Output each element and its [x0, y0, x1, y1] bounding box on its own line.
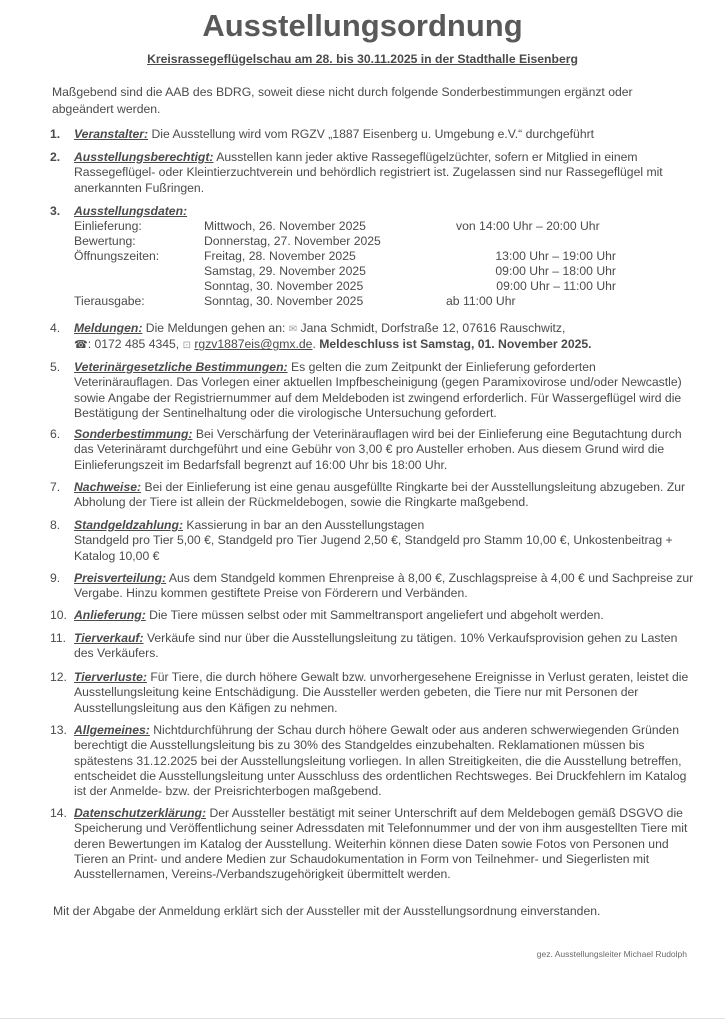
item-text: Der Aussteller bestätigt mit seiner Unterschrift auf dem Meldebogen gemäß DSGVO die Speicherung und Veröffentlichung seiner Adressdaten mit Telefonnummer und der von ihm ausgestellten Tiere mit deren Bewertungen im Katalog der Ausstellung. Weiterhin können diese Daten sowie Fotos von Personen und Tieren an Print- und andere Medien zur Schaudokumentation in Form von Teilnehmer- und Siegerlisten mit Ausstellernamen, Vereins-/Verbandszugehörigkeit übermittelt werden.: [74, 806, 688, 882]
rule-item-2: [50, 150, 694, 196]
item-label: Tierverluste:: [74, 670, 147, 684]
item-text: Aus dem Standgeld kommen Ehrenpreise à 8,00 €, Zuschlagspreise à 4,00 € und Sachpreise zur Vergabe. Hinzu kommen gestiftete Preise von Förderern und Verbänden.: [74, 571, 694, 601]
date-day: Sonntag, 30. November 2025: [204, 279, 364, 294]
date-time: 13:00 Uhr – 19:00 Uhr: [495, 249, 616, 264]
item-text: Für Tiere, die durch höhere Gewalt bzw. unvorhergesehene Ereignisse in Verlust geraten, leistet die Ausstellungsleitung keine Entschädigung. Die Aussteller werden gebeten, die Tiere nur mit Personen der Ausstellungsleitung aus den Käfigen zu nehmen.: [74, 670, 689, 715]
item-label: Veterinärgesetzliche Bestimmungen:: [74, 360, 288, 374]
item-label: Meldungen:: [74, 321, 143, 335]
item-label: Veranstalter:: [74, 127, 149, 141]
rule-item-11: [50, 631, 694, 662]
date-day: Samstag, 29. November 2025: [204, 264, 366, 279]
signature: gez. Ausstellungsleiter Michael Rudolph: [536, 949, 687, 959]
date-what: [74, 279, 204, 294]
item-number: 2.: [50, 150, 61, 164]
item-text: Ausstellen kann jeder aktive Rassegeflügelzüchter, sofern er Mitglied in einem Rassegeflügel- oder Kleintierzuchtverein und behördlich registriert ist. Zugelassen sind nur Rassegeflügel mit anerkannten Fußringen.: [74, 150, 663, 195]
item-label: Ausstellungsberechtigt:: [74, 150, 214, 164]
closing-statement: Mit der Abgabe der Anmeldung erklärt sich der Aussteller mit der Ausstellungsordnung einverstanden.: [53, 904, 601, 918]
page-edge-divider: [0, 1018, 725, 1019]
intro-paragraph: Maßgebend sind die AAB des BDRG, soweit diese nicht durch folgende Sonderbestimmungen ergänzt oder abgeändert werden.: [52, 85, 633, 116]
item-label: Anlieferung:: [74, 608, 146, 622]
rule-item-12: [50, 670, 694, 716]
date-time: [426, 234, 646, 249]
rule-item-13: [50, 723, 694, 799]
date-day: Freitag, 28. November 2025: [204, 249, 356, 264]
item-number: 1.: [50, 127, 61, 141]
item-number: 9.: [50, 571, 61, 585]
item-number: 7.: [50, 480, 61, 494]
rule-item-8: [50, 518, 694, 564]
rule-item-4: 4. Meldungen: Die Meldungen gehen an: ✉ Jana Schmidt, Dorfstraße 12, 07616 Rauschwitz, ☎: 0172 485 4345, ⊡ rgzv1887eis@gmx.de. Meldeschluss ist Samstag, 01. November 2025.: [74, 321, 714, 354]
date-what: Bewertung:: [74, 234, 136, 249]
item-text: Die Tiere müssen selbst oder mit Sammeltransport angeliefert und abgeholt werden.: [145, 608, 604, 622]
rule-item-10: [50, 608, 694, 623]
item-label: Allgemeines:: [74, 723, 150, 737]
date-time: 09:00 Uhr – 11:00 Uhr: [496, 279, 616, 294]
date-time: ab 11:00 Uhr: [446, 294, 516, 309]
date-time: 09:00 Uhr – 18:00 Uhr: [495, 264, 616, 279]
item-number: 13.: [50, 723, 67, 737]
date-day: Mittwoch, 26. November 2025: [204, 219, 366, 234]
page-title: Ausstellungsordnung: [202, 8, 523, 43]
item-text-fees: Standgeld pro Tier 5,00 €, Standgeld pro Tier Jugend 2,50 €, Standgeld pro Stamm 10,00 €, Unkostenbeitrag + Katalog 10,00 €: [74, 533, 673, 563]
exhibition-dates-table: [74, 219, 714, 309]
contact-phone: : 0172 485 4345,: [87, 337, 183, 352]
item-text: Die Ausstellung wird vom RGZV „1887 Eisenberg u. Umgebung e.V.“ durchgeführt: [148, 127, 595, 141]
registration-deadline: Meldeschluss ist Samstag, 01. November 2025.: [319, 337, 592, 352]
item-number: 11.: [50, 631, 67, 645]
item-text: Verkäufe sind nur über die Ausstellungsleitung zu tätigen. 10% Verkaufsprovision gehen zu Lasten des Verkäufers.: [74, 631, 678, 661]
date-what: Einlieferung:: [74, 219, 142, 234]
item-text: Es gelten die zum Zeitpunkt der Einlieferung geforderten Veterinärauflagen. Das Vorlegen einer aktuellen Impfbescheinigung (gegen Paramixovirose und/oder Newcastle) sowie Angabe der Registriernummer auf dem Meldeboden ist zwingend erforderlich. Für Wassergeflügel wird die Bestätigung der Sentinelhaltung oder die virologische Untersuchung gefordert.: [74, 360, 682, 420]
item-text: Bei der Einlieferung ist eine genau ausgefüllte Ringkarte bei der Ausstellungsleitung abzugeben. Zur Abholung der Tiere ist allein der Rückmeldebogen, sowie die Ringkarte maßgebend.: [74, 480, 686, 510]
contact-address: Jana Schmidt, Dorfstraße 12, 07616 Rauschwitz,: [297, 321, 566, 335]
item-number: 4.: [50, 321, 61, 335]
item-number: 6.: [50, 427, 61, 441]
date-time: von 14:00 Uhr – 20:00 Uhr: [456, 219, 600, 234]
item-number: 14.: [50, 806, 67, 820]
rule-item-1: [50, 127, 694, 142]
item-number: 8.: [50, 518, 61, 532]
date-what: [74, 264, 204, 279]
item-text: Bei Verschärfung der Veterinärauflagen wird bei der Einlieferung eine Begutachtung durch das Veterinäramt durchgeführt und eine Gebühr von 3,00 € pro Austeller erhoben. Aus diesem Grund wird die Einlieferungszeit im Bedarfsfall begrenzt auf 16:00 Uhr bis 18:00 Uhr.: [74, 427, 682, 472]
date-day: Sonntag, 30. November 2025: [204, 294, 364, 309]
item-text: Die Meldungen gehen an:: [142, 321, 289, 335]
date-what: Tierausgabe:: [74, 294, 145, 309]
rule-item-7: [50, 480, 694, 511]
item-label: Standgeldzahlung:: [74, 518, 184, 532]
item-label: Sonderbestimmung:: [74, 427, 193, 441]
rule-item-5: [50, 360, 694, 421]
date-what: Öffnungszeiten:: [74, 249, 160, 264]
rule-item-14: [50, 806, 694, 882]
phone-icon: ☎: [74, 339, 88, 352]
item-label: Tierverkauf:: [74, 631, 144, 645]
email-icon: ⊡: [182, 340, 191, 352]
address-icon: ✉: [288, 324, 298, 335]
rule-item-3: [50, 204, 714, 309]
contact-email-link[interactable]: rgzv1887eis@gmx.de: [194, 337, 313, 352]
rule-item-6: [50, 427, 694, 473]
item-number: 3.: [50, 204, 61, 218]
rule-item-9: [50, 571, 694, 602]
item-label: Ausstellungsdaten:: [74, 204, 188, 218]
item-text: Nichtdurchführung der Schau durch höhere Gewalt oder aus anderen schwerwiegenden Gründen berechtigt die Ausstellungsleitung bis zu 30% des Standgeldes einzubehalten. Reklamationen müssen bis spätestens 31.12.2025 bei der Ausstellungsleitung vorliegen. In allen Streitigkeiten, die die Ausstellung betreffen, entscheidet die Ausstellungsleitung unter Ausschluss des ordentlichen Rechtsweges. Bei Druckfehlern im Katalog ist der Anmelde- bzw. der Preisrichterbogen maßgebend.: [74, 723, 687, 799]
item-label: Preisverteilung:: [74, 571, 167, 585]
date-day: Donnerstag, 27. November 2025: [204, 234, 381, 249]
item-number: 5.: [50, 360, 61, 374]
item-text: Kassierung in bar an den Ausstellungstagen: [183, 518, 425, 532]
page-subtitle: Kreisrassegeflügelschau am 28. bis 30.11.2025 in der Stadthalle Eisenberg: [147, 52, 578, 66]
item-number: 12.: [50, 670, 67, 684]
item-label: Datenschutzerklärung:: [74, 806, 207, 820]
item-number: 10.: [50, 608, 67, 622]
item-label: Nachweise:: [74, 480, 142, 494]
